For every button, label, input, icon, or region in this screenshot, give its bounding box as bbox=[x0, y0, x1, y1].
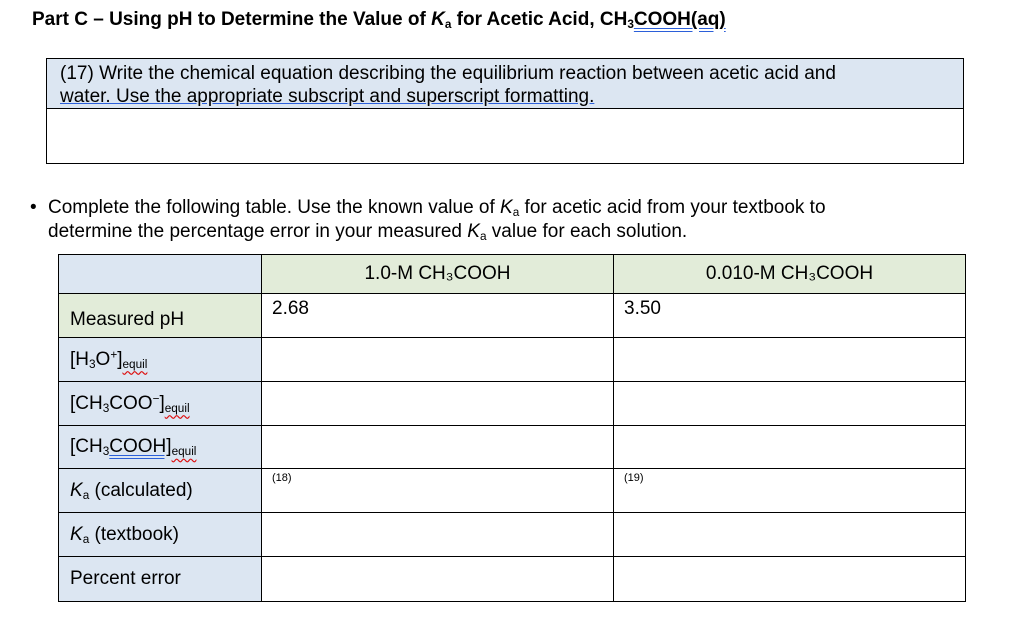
cell-ch3cooh-1m[interactable] bbox=[262, 426, 614, 469]
table-row bbox=[59, 426, 966, 469]
spellcheck-underline: COOH(aq) bbox=[633, 9, 726, 30]
page-heading: Part C – Using pH to Determine the Value of $K_a$ for Acetic Acid, $CH_3COOH(aq)$ bbox=[32, 9, 726, 31]
cell-ka-calc-0010m[interactable] bbox=[614, 469, 966, 513]
row-label-ch3coo: $[CH_3COO^-]_{equil}$ bbox=[59, 382, 262, 426]
question-17-box bbox=[46, 58, 964, 164]
question-17-answer-field[interactable] bbox=[47, 109, 963, 162]
table-row bbox=[59, 557, 966, 602]
row-label-h3o: $[H_3O^+]_{equil}$ bbox=[59, 338, 262, 382]
cell-ch3cooh-0010m[interactable] bbox=[614, 426, 966, 469]
cell-h3o-1m[interactable] bbox=[262, 338, 614, 382]
instructions: • Complete the following table. Use the known value of $K_a$ for acetic acid from your textbook to determine the percentage error in your measured $K_a$ value for each solution. bbox=[30, 197, 826, 243]
table-row bbox=[59, 338, 966, 382]
table-row bbox=[59, 382, 966, 426]
column-header-0010m: 0.010-M CH₃COOH bbox=[614, 255, 966, 294]
cell-ph-1m[interactable]: 2.68 bbox=[262, 294, 614, 338]
bullet-icon: • bbox=[30, 197, 37, 218]
question-17-prompt: (17) Write the chemical equation describing the equilibrium reaction between acetic acid and water. Use the appropriate subscript and superscript formatting. bbox=[47, 59, 963, 109]
cell-percent-1m[interactable] bbox=[262, 557, 614, 602]
equil-subscript: equil bbox=[164, 401, 190, 415]
question-19-tag: (19) bbox=[624, 472, 644, 484]
cell-percent-0010m[interactable] bbox=[614, 557, 966, 602]
table-row bbox=[59, 469, 966, 513]
table-row bbox=[59, 513, 966, 557]
cell-ch3coo-0010m[interactable] bbox=[614, 382, 966, 426]
row-label-percent-error: Percent error bbox=[59, 557, 262, 602]
row-label-ka-textbook: $K_a$ (textbook) bbox=[59, 513, 262, 557]
table-row bbox=[59, 294, 966, 338]
table-header-row bbox=[59, 255, 966, 294]
cell-ch3coo-1m[interactable] bbox=[262, 382, 614, 426]
cell-ka-calc-1m[interactable] bbox=[262, 469, 614, 513]
cell-ph-0010m[interactable]: 3.50 bbox=[614, 294, 966, 338]
cell-ka-text-1m[interactable] bbox=[262, 513, 614, 557]
cell-ka-text-0010m[interactable] bbox=[614, 513, 966, 557]
row-label-ka-calculated: $K_a$ (calculated) bbox=[59, 469, 262, 513]
results-table bbox=[58, 254, 966, 602]
equil-subscript: equil bbox=[171, 444, 197, 458]
cell-h3o-0010m[interactable] bbox=[614, 338, 966, 382]
row-label-ch3cooh: $[CH_3COOH]_{equil}$ bbox=[59, 426, 262, 469]
table-corner-cell bbox=[59, 255, 262, 294]
row-label-measured-ph: Measured pH bbox=[59, 294, 262, 338]
equil-subscript: equil bbox=[122, 357, 148, 371]
question-18-tag: (18) bbox=[272, 472, 292, 484]
column-header-1m: 1.0-M CH₃COOH bbox=[262, 255, 614, 294]
